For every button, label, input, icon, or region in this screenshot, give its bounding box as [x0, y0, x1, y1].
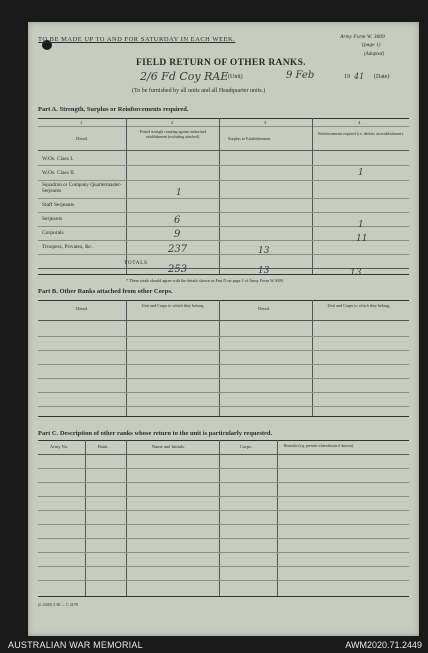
row-rule: [38, 510, 409, 511]
row-rule: [38, 566, 409, 567]
part-b-header-detail: Detail.: [76, 306, 89, 311]
part-b-col-divider: [312, 300, 313, 416]
unit-label: (Unit): [228, 74, 243, 80]
posted-serjeants-value: 6: [174, 215, 181, 226]
row-label-serjeants: Serjeants: [42, 216, 63, 222]
part-a-title: Part A. Strength, Surplus or Reinforcements required.: [38, 106, 189, 113]
part-c-bottom-rule: [38, 596, 409, 597]
row-rule: [38, 468, 409, 469]
row-rule: [38, 524, 409, 525]
row-rule: [38, 180, 409, 181]
part-c-col-divider: [277, 440, 278, 596]
row-rule: [38, 552, 409, 553]
part-a-col-divider: [219, 118, 220, 274]
row-rule: [38, 406, 409, 407]
row-rule: [38, 496, 409, 497]
row-rule: [38, 198, 409, 199]
col-number-4: 4: [358, 120, 361, 125]
form-reference: Army Form W. 3009: [340, 34, 385, 40]
row-rule: [38, 482, 409, 483]
col-number-2: 2: [171, 120, 174, 125]
col-header-posted: Posted strength counting against authorized establishment (excluding attached).: [139, 130, 207, 139]
archive-id: AWM2020.71.2449: [345, 640, 422, 650]
part-c-header-name: Name and Initials.: [152, 444, 186, 449]
row-rule: [38, 254, 409, 255]
row-label-cqms: Squadron or Company Quartermaster-Serjeants: [42, 182, 122, 194]
part-a-top-rule: [38, 118, 409, 119]
part-a-number-rule: [38, 126, 409, 127]
row-label-corporals: Corporals: [42, 230, 64, 236]
adapted-note: (Adapted): [364, 52, 384, 57]
posted-cqms-value: 1: [176, 188, 182, 198]
posted-privates-value: 237: [168, 244, 188, 255]
total-surplus-value: 13: [258, 266, 270, 276]
part-c-header-army-no: Army No.: [50, 444, 69, 449]
reinf-corporals-value: 1: [358, 220, 364, 230]
row-rule: [38, 538, 409, 539]
part-b-col-divider: [219, 300, 220, 416]
archive-credit: AUSTRALIAN WAR MEMORIAL: [8, 640, 143, 650]
part-b-header-rule: [38, 320, 409, 321]
part-b-header-unit-2: Unit and Corps to which they belong.: [327, 303, 391, 308]
row-rule: [38, 165, 409, 166]
row-label-privates: Troopers, Privates, &c.: [42, 244, 93, 250]
row-rule: [38, 580, 409, 581]
col-number-3: 3: [264, 120, 267, 125]
date-label: (Date): [374, 74, 390, 80]
part-a-footnote: * These totals should agree with the details shown in Part D on page 2 of Army Form W.3009.: [126, 278, 284, 283]
reinf-privates-value: 11: [356, 234, 368, 244]
row-rule: [38, 378, 409, 379]
total-posted-value: 253: [168, 264, 188, 275]
total-reinf-value: 13: [350, 268, 362, 278]
row-label-wo1: W.Os. Class I.: [42, 156, 74, 162]
col-header-surplus: Surplus to Establishment.: [228, 136, 271, 141]
part-c-header-rule: [38, 454, 409, 455]
part-c-col-divider: [85, 440, 86, 596]
furnish-note: (To be furnished by all units and all Headquarter units.): [132, 88, 266, 94]
row-label-staff-serjeants: Staff Serjeants: [42, 202, 75, 208]
row-rule: [38, 364, 409, 365]
row-rule: [38, 240, 409, 241]
col-number-1: 1: [80, 120, 83, 125]
form-title: FIELD RETURN OF OTHER RANKS.: [136, 58, 306, 68]
unit-handwritten: 2/6 Fd Coy RAE: [140, 70, 229, 83]
page-reference: (page 1): [362, 42, 381, 48]
instruction-text: TO BE MADE UP TO AND FOR SATURDAY IN EACH WEEK.: [38, 36, 236, 43]
col-header-detail: Detail.: [76, 136, 89, 141]
part-b-col-divider: [126, 300, 127, 416]
col-header-reinforcements: Reinforcements required (i.e. deficits on establishment).: [318, 132, 404, 136]
row-rule: [38, 212, 409, 213]
part-b-header-unit: Unit and Corps to which they belong.: [141, 303, 205, 308]
part-b-top-rule: [38, 300, 409, 301]
part-a-col-divider: [312, 118, 313, 274]
part-b-bottom-rule: [38, 416, 409, 417]
row-rule: [38, 350, 409, 351]
part-a-col-divider: [126, 118, 127, 274]
part-b-header-detail-2: Detail.: [258, 306, 271, 311]
printer-note: (L 2449) 3.38 — C 4178: [38, 602, 78, 607]
surplus-privates-value: 13: [258, 246, 270, 256]
posted-corporals-value: 9: [174, 229, 181, 240]
part-c-header-rank: Rank.: [98, 444, 109, 449]
part-c-col-divider: [219, 440, 220, 596]
part-c-top-rule: [38, 440, 409, 441]
part-c-col-divider: [126, 440, 127, 596]
date-handwritten: 9 Feb: [286, 70, 315, 81]
part-c-title: Part C. Description of other ranks whose return to the unit is particularly requested.: [38, 430, 273, 437]
part-c-header-remarks: Remarks (e.g. present whereabouts if known).: [284, 444, 355, 448]
row-label-wo2: W.Os. Class II.: [42, 170, 76, 176]
year-handwritten: 41: [354, 72, 365, 81]
year-prefix: 19: [344, 74, 350, 80]
reinf-wo2-value: 1: [358, 168, 364, 178]
row-rule: [38, 336, 409, 337]
row-rule: [38, 226, 409, 227]
part-a-header-rule: [38, 150, 409, 151]
totals-label: TOTALS: [124, 260, 148, 266]
part-c-header-corps: Corps.: [240, 444, 252, 449]
row-rule: [38, 392, 409, 393]
form-sheet: [28, 22, 419, 636]
part-b-title: Part B. Other Ranks attached from other Corps.: [38, 288, 173, 295]
